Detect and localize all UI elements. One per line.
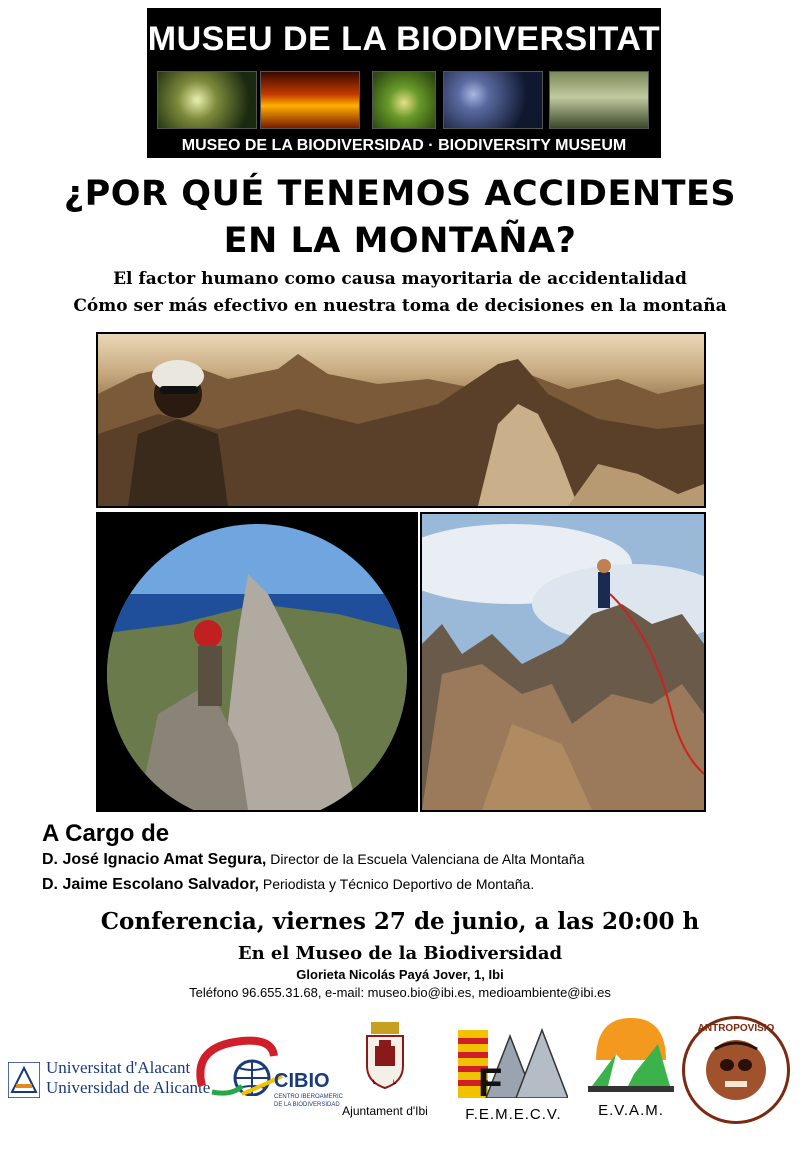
- event-venue: En el Museo de la Biodiversidad: [237, 943, 563, 964]
- evam-name: E.V.A.M.: [598, 1102, 664, 1119]
- ibi-logo: [340, 1022, 430, 1122]
- climber-photo: [420, 512, 706, 812]
- thumbnail-frog: [372, 71, 436, 129]
- ua-logo: [8, 1058, 211, 1102]
- cibio-sub-1: CENTRO IBEROAMERIC: [274, 1094, 344, 1100]
- subtitle-line-2: Cómo ser más efectivo en nuestra toma de decisiones en la montaña: [73, 296, 727, 316]
- fisheye-photo: [96, 512, 418, 812]
- svg-text:F: F: [478, 1061, 503, 1098]
- speaker-1: [42, 851, 584, 869]
- evam-emblem-icon: [588, 1014, 674, 1096]
- museum-title: MUSEU DE LA BIODIVERSITAT: [147, 20, 661, 58]
- thumbnail-bird: [549, 71, 649, 129]
- ua-line-2: Universidad de Alicante: [46, 1078, 211, 1097]
- museum-banner: [147, 8, 661, 158]
- speakers-heading: A Cargo de: [42, 820, 170, 847]
- event-address: Glorieta Nicolás Payá Jover, 1, Ibi: [296, 967, 504, 982]
- speaker-2: [42, 876, 534, 894]
- event-title: Conferencia, viernes 27 de junio, a las 20:00 h: [100, 908, 700, 935]
- fisheye-illustration: [98, 514, 416, 810]
- cibio-logo: [192, 1036, 344, 1126]
- subtitle-line-1: El factor humano como causa mayoritaria de accidentalidad: [113, 269, 687, 289]
- femecv-mountains-icon: [458, 1026, 568, 1098]
- speaker-2-name: D. Jaime Escolano Salvador,: [42, 876, 259, 893]
- panorama-photo: [96, 332, 706, 508]
- svg-text:L: L: [393, 1080, 397, 1086]
- headline-line-2: EN LA MONTAÑA?: [223, 221, 577, 261]
- antropovisio-skull-icon: [685, 1019, 787, 1121]
- ibi-coat-of-arms-icon: [363, 1022, 407, 1092]
- cibio-sub-2: DE LA BIODIVERSIDAD: [274, 1102, 340, 1108]
- ua-emblem-icon: [8, 1062, 40, 1098]
- thumbnail-insect: [157, 71, 257, 129]
- panorama-illustration: [98, 334, 704, 506]
- femecv-logo: [456, 1026, 571, 1126]
- cibio-name: CIBIO: [274, 1070, 330, 1092]
- svg-text:L: L: [373, 1080, 377, 1086]
- headline-line-1: ¿POR QUÉ TENEMOS ACCIDENTES: [63, 174, 737, 214]
- event-contact: Teléfono 96.655.31.68, e-mail: museo.bio@ibi.es, medioambiente@ibi.es: [189, 985, 611, 1000]
- ua-line-1: Universitat d'Alacant: [46, 1058, 191, 1077]
- femecv-name: F.E.M.E.C.V.: [465, 1106, 562, 1123]
- speaker-1-role: Director de la Escuela Valenciana de Alta Montaña: [266, 851, 585, 867]
- climber-illustration: [422, 514, 704, 810]
- speaker-2-role: Periodista y Técnico Deportivo de Montaña.: [258, 876, 535, 892]
- speaker-1-name: D. José Ignacio Amat Segura,: [42, 851, 267, 868]
- ibi-name: Ajuntament d'Ibi: [342, 1104, 428, 1118]
- antropovisio-name: ANTROPOVISIO: [697, 1023, 775, 1034]
- evam-logo: [586, 1014, 676, 1124]
- thumbnail-fungi: [443, 71, 543, 129]
- thumbnail-sunset: [260, 71, 360, 129]
- museum-subtitle: MUSEO DE LA BIODIVERSIDAD · BIODIVERSITY MUSEUM: [181, 137, 627, 154]
- antropovisio-logo: [682, 1016, 790, 1124]
